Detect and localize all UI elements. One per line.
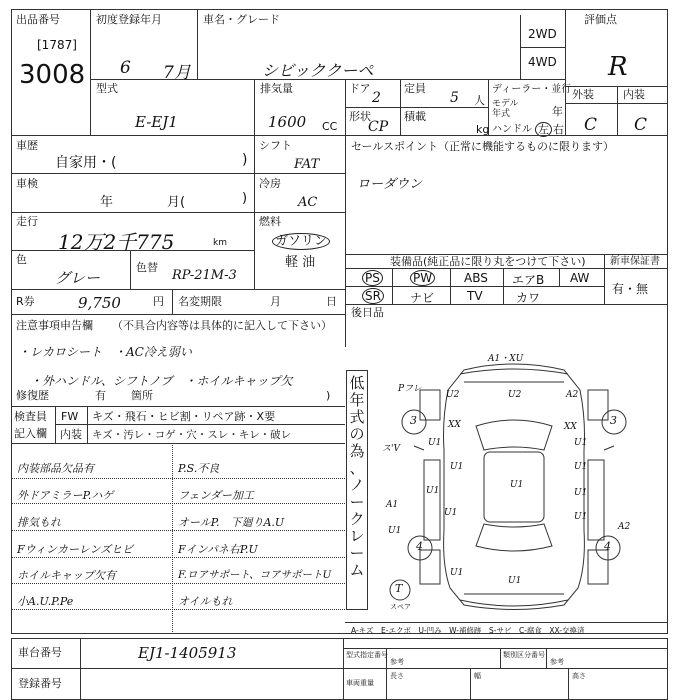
mark-u2-left: U2 (446, 390, 460, 400)
reg-number-label: 登録番号 (18, 677, 62, 690)
exterior-value: C (584, 115, 598, 135)
mark-u1-4: U1 (574, 462, 588, 472)
shift-value: FAT (294, 157, 320, 172)
sales-point-label: セールスポイント（正常に機能するものに限ります） (351, 140, 615, 153)
shape-value: CP (368, 119, 389, 135)
registration-year: 6 (120, 58, 131, 78)
mark-u2-center: U2 (508, 390, 522, 400)
history-close: ) (242, 152, 248, 168)
remark-right-4: Fインパネ右P.U (178, 543, 258, 556)
mark-tire-rr: 4 (604, 540, 611, 553)
notes-line-1: ・レカロシート ・AC冷え弱い (18, 345, 192, 359)
model-year-label: モデル年式 (492, 99, 519, 119)
mark-spare-label: スペア (390, 603, 411, 611)
load-label: 積載 (404, 110, 426, 123)
inspector-label-1: 検査員 (14, 410, 47, 423)
remark-left-3: 排気もれ (17, 516, 61, 529)
interior-check-label: 内装 (60, 428, 82, 441)
load-unit: kg (476, 123, 490, 136)
repaint-label: 色替 (136, 261, 158, 274)
remark-left-5: ホイルキャップ欠有 (17, 569, 116, 582)
equip-sr: SR (362, 288, 384, 304)
mark-u1-10: U1 (388, 526, 402, 536)
displacement-unit: CC (322, 120, 338, 133)
remark-left-4: Fウィンカーレンズヒビ (17, 543, 134, 556)
warranty-value: 有・無 (612, 282, 649, 296)
car-name-value: シビッククーペ (262, 61, 374, 80)
doors-label: ドア (349, 82, 371, 95)
equipment-label: 装備品(純正品に限り丸をつけて下さい) (390, 255, 586, 268)
history-label: 車歴 (16, 139, 38, 152)
equip-aw: AW (570, 271, 590, 285)
mark-tire-fr: 3 (610, 414, 617, 427)
rear-seat-label: 後日品 (351, 306, 384, 319)
repair-place: 箇所 (131, 389, 153, 402)
height-label: 高さ (572, 672, 586, 680)
notes-hint: （不具合内容等は具体的に記入して下さい） (112, 319, 332, 332)
capacity-unit: 人 (474, 94, 485, 107)
inspection-month-unit: 月( (167, 195, 186, 210)
certify-label-1: 型式指定番号 (346, 651, 388, 659)
mileage-label: 走行 (16, 215, 38, 228)
model-value: E-EJ1 (135, 113, 178, 131)
mark-u1-12: U1 (508, 576, 522, 586)
equip-ps: PS (362, 270, 383, 286)
drive-4wd: 4WD (528, 55, 557, 69)
fuel-label: 燃料 (259, 215, 281, 228)
mark-u1-3: U1 (450, 462, 464, 472)
shift-label: シフト (259, 139, 292, 152)
grade-value: R (608, 52, 628, 82)
inspection-year-unit: 年 (100, 195, 114, 210)
mark-xx-right: XX (564, 422, 577, 432)
registration-month: 7月 (163, 63, 191, 83)
registration-label: 初度登録年月 (96, 13, 162, 26)
car-damage-diagram (368, 350, 660, 622)
displacement-value: 1600 (268, 113, 307, 131)
handle-left: 左 (535, 122, 552, 137)
r-ticket-value: 9,750 (78, 294, 121, 312)
fw-label: FW (61, 410, 79, 423)
remark-right-1: P.S.不良 (178, 462, 220, 475)
equip-pw: PW (410, 270, 435, 286)
mark-u1-6: U1 (426, 486, 440, 496)
damage-legend: A-キズ E-エクボ U-凹み W-補修跡 S-サビ C-腐食 XX-交換済 (351, 626, 585, 635)
mark-spare-t: T (395, 582, 403, 595)
remark-left-2: 外ドアミラーP.ハゲ (17, 489, 114, 502)
color-label: 色 (16, 253, 27, 266)
grade-label: 評価点 (584, 13, 617, 26)
remark-left-1: 内装部品欠品有 (17, 462, 94, 475)
mark-a1: A1 (386, 500, 399, 510)
handle-label: ハンドル (492, 124, 532, 135)
capacity-value: 5 (450, 90, 459, 106)
car-name-label: 車名・グレード (203, 13, 280, 26)
lot-number: 3008 (19, 60, 86, 90)
repair-value: 有 (95, 389, 106, 402)
mark-u1-1: U1 (428, 438, 442, 448)
dealer-label: ディーラー・並行 (492, 84, 572, 95)
model-label: 型式 (96, 82, 118, 95)
interior-label: 内装 (623, 88, 645, 101)
doors-value: 2 (372, 90, 381, 106)
lot-sub-number: [1787] (37, 38, 77, 52)
name-change-day: 日 (326, 295, 337, 308)
mark-sv: ス'V (382, 444, 400, 454)
aircon-label: 冷房 (259, 177, 281, 190)
certify-ref-2: 参考 (550, 658, 564, 666)
exterior-label: 外装 (572, 88, 594, 101)
equip-tv: TV (467, 289, 483, 303)
name-change-label: 名変期限 (178, 295, 222, 308)
handle-right: 右 (553, 123, 564, 136)
equip-abs: ABS (464, 271, 488, 285)
chassis-label: 車台番号 (18, 646, 62, 659)
mark-tire-rl: 4 (416, 540, 423, 553)
weight-label: 車両重量 (346, 679, 374, 687)
remark-right-3: オールP. 下廻りA.U (178, 516, 285, 529)
mark-p-frame: Pフレ (398, 384, 422, 394)
remark-left-6: 小A.U.P.Pe (17, 595, 74, 608)
fuel-gasoline: ガソリン (272, 233, 330, 250)
inspector-label-2: 記入欄 (14, 427, 47, 440)
aircon-value: AC (298, 195, 318, 210)
r-ticket-label: R券 (16, 295, 35, 308)
warranty-label: 新車保証書 (610, 256, 660, 267)
repair-label: 修復歴 (16, 389, 49, 402)
certify-ref-1: 参考 (390, 658, 404, 666)
drive-2wd: 2WD (528, 27, 557, 41)
sales-point-value: ローダウン (357, 177, 423, 192)
mark-top: A1・XU (488, 354, 524, 364)
remark-right-6: オイルもれ (178, 595, 233, 608)
equip-leather: カワ (516, 291, 541, 305)
color-code: RP-21M-3 (172, 268, 237, 283)
mark-u1-8: U1 (444, 508, 458, 518)
capacity-label: 定員 (404, 82, 426, 95)
remark-right-2: フェンダー加工 (178, 489, 255, 502)
lot-label: 出品番号 (16, 13, 60, 26)
certify-label-2: 類別区分番号 (503, 651, 545, 659)
mileage-value: 12万2千775 (58, 230, 175, 254)
displacement-label: 排気量 (260, 82, 293, 95)
length-label: 長さ (390, 672, 404, 680)
mark-u1-11: U1 (450, 568, 464, 578)
fw-text: キズ・飛石・ヒビ割・リペア跡・X要 (92, 410, 276, 423)
fuel-diesel: 軽 油 (285, 255, 316, 270)
mark-a2-rear: A2 (618, 522, 631, 532)
inspection-close: ) (242, 191, 248, 206)
notes-label: 注意事項申告欄 (16, 319, 93, 332)
width-label: 幅 (474, 672, 481, 680)
notes-line-2: ・外ハンドル、シフトノブ ・ホイルキャップ欠 (30, 374, 293, 388)
mark-u1-2: U1 (574, 438, 588, 448)
mark-u1-9: U1 (574, 512, 588, 522)
equip-navi: ナビ (410, 291, 435, 305)
repair-close: ) (326, 389, 331, 402)
chassis-value: EJ1-1405913 (138, 644, 237, 662)
mark-a2-right: A2 (566, 390, 579, 400)
mileage-unit: km (213, 238, 227, 248)
color-value: グレー (55, 269, 101, 287)
mark-u1-5: U1 (510, 480, 524, 490)
inspection-label: 車検 (16, 177, 38, 190)
mark-u1-7: U1 (574, 488, 588, 498)
low-year-no-claim-note: 低 年 式 の 為 、 ノ ー ク レ ー ム (346, 370, 368, 610)
history-value: 自家用・( (55, 155, 117, 171)
mark-xx-left: XX (448, 420, 461, 430)
shape-label: 形状 (349, 110, 371, 123)
interior-value: C (634, 115, 648, 135)
mark-tire-fl: 3 (410, 414, 417, 427)
r-ticket-unit: 円 (153, 295, 164, 308)
interior-check-text: キズ・汚レ・コゲ・穴・スレ・キレ・破レ (92, 429, 292, 441)
model-year-unit: 年 (552, 105, 563, 118)
equip-airbag: エアB (512, 273, 545, 287)
name-change-month: 月 (270, 295, 281, 308)
remark-right-5: F.ロアサポート、コアサポートU (178, 569, 332, 581)
